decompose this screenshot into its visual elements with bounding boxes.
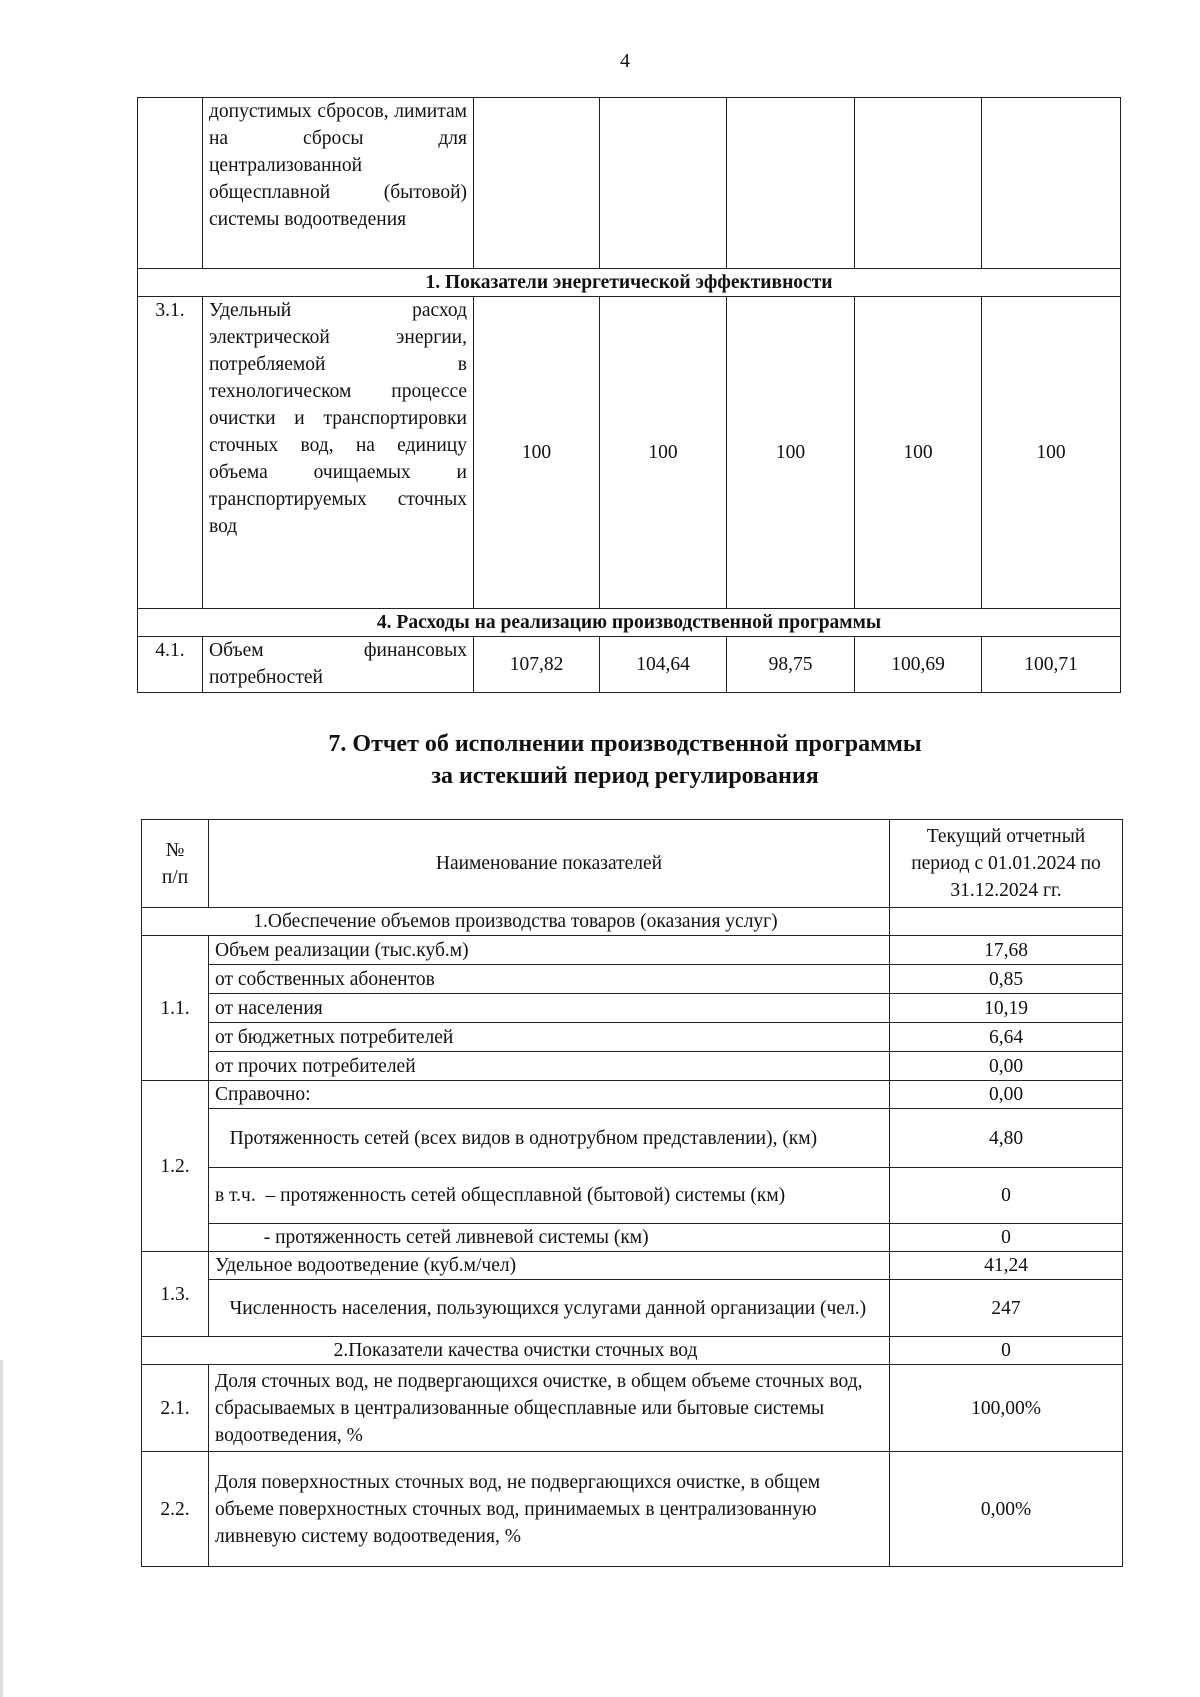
row-number	[138, 98, 203, 269]
value-cell: 0,00	[890, 1081, 1123, 1109]
value-cell	[982, 98, 1121, 269]
indicator-name: Численность населения, пользующихся услугами данной организации (чел.)	[209, 1280, 890, 1337]
header-period: Текущий отчетный период с 01.01.2024 по 31.12.2024 гг.	[890, 820, 1123, 908]
value-cell: 6,64	[890, 1023, 1123, 1052]
row-number: 3.1.	[138, 297, 203, 609]
section-row	[142, 1337, 1123, 1365]
value-cell	[474, 98, 600, 269]
section-title: 2.Показатели качества очистки сточных вод	[142, 1337, 890, 1365]
table-row	[138, 297, 1121, 609]
table-row	[142, 1052, 1123, 1081]
value-cell: 41,24	[890, 1252, 1123, 1280]
page-number: 4	[620, 50, 630, 72]
indicator-name: от бюджетных потребителей	[209, 1023, 890, 1052]
indicator-name: от прочих потребителей	[209, 1052, 890, 1081]
header-number: № п/п	[142, 820, 209, 908]
value-cell: 0,00%	[890, 1452, 1123, 1567]
value-cell	[727, 98, 855, 269]
report-title-line: 7. Отчет об исполнении производственной программы	[328, 731, 922, 757]
value-cell: 100	[982, 297, 1121, 609]
table-row	[142, 1109, 1123, 1168]
table-row	[142, 1168, 1123, 1224]
table-row	[138, 637, 1121, 693]
row-number: 4.1.	[138, 637, 203, 693]
scan-edge	[0, 1360, 3, 1697]
section-title: 1.Обеспечение объемов производства товаров (оказания услуг)	[142, 908, 890, 936]
value-cell: 100	[600, 297, 727, 609]
report-title-line: за истекший период регулирования	[431, 763, 819, 789]
indicator-name: Объем финансовых потребностей	[203, 637, 474, 693]
indicator-name: допустимых сбросов, лимитам на сбросы для централизованной общесплавной (бытовой) системы водоотведения	[203, 98, 474, 269]
indicator-name: Удельное водоотведение (куб.м/чел)	[209, 1252, 890, 1280]
section-row	[138, 269, 1121, 297]
value-cell: 100	[727, 297, 855, 609]
indicator-name: Справочно:	[209, 1081, 890, 1109]
value-cell: 98,75	[727, 637, 855, 693]
value-cell: 0,85	[890, 965, 1123, 994]
value-cell: 4,80	[890, 1109, 1123, 1168]
table-row	[138, 98, 1121, 269]
section-row	[142, 908, 1123, 936]
header-row	[142, 820, 1123, 908]
production-program-table-continued	[137, 97, 1121, 693]
indicator-name: от собственных абонентов	[209, 965, 890, 994]
value-cell: 100,00%	[890, 1365, 1123, 1452]
row-number: 1.1.	[142, 936, 209, 1081]
value-cell: 107,82	[474, 637, 600, 693]
table-row	[142, 1365, 1123, 1452]
value-cell: 247	[890, 1280, 1123, 1337]
table-row	[142, 1452, 1123, 1567]
section-title: 4. Расходы на реализацию производственной программы	[138, 609, 1121, 637]
indicator-name: Доля сточных вод, не подвергающихся очистке, в общем объеме сточных вод, сбрасываемых в централизованные общесплавные или бытовые системы водоотведения, %	[209, 1365, 890, 1452]
table-row	[142, 936, 1123, 965]
indicator-name: Удельный расход электрической энергии, потребляемой в технологическом процессе очистки и транспортировки сточных вод, на единицу объема очищаемых и транспортируемых сточных вод	[203, 297, 474, 609]
header-name: Наименование показателей	[209, 820, 890, 908]
value-cell: 10,19	[890, 994, 1123, 1023]
value-cell	[890, 908, 1123, 936]
indicator-name: в т.ч. – протяженность сетей общесплавной (бытовой) системы (км)	[209, 1168, 890, 1224]
report-table	[141, 819, 1123, 1567]
table-row	[142, 1081, 1123, 1109]
table-row	[142, 994, 1123, 1023]
value-cell: 100	[474, 297, 600, 609]
table-row	[142, 1224, 1123, 1252]
indicator-name: - протяженность сетей ливневой системы (км)	[209, 1224, 890, 1252]
row-number: 1.3.	[142, 1252, 209, 1337]
row-number: 1.2.	[142, 1081, 209, 1252]
row-number: 2.2.	[142, 1452, 209, 1567]
value-cell: 104,64	[600, 637, 727, 693]
report-title	[0, 728, 1200, 792]
value-cell: 0	[890, 1337, 1123, 1365]
value-cell: 17,68	[890, 936, 1123, 965]
row-number: 2.1.	[142, 1365, 209, 1452]
value-cell	[855, 98, 982, 269]
value-cell: 0	[890, 1168, 1123, 1224]
indicator-name: Протяженность сетей (всех видов в однотрубном представлении), (км)	[209, 1109, 890, 1168]
value-cell: 0	[890, 1224, 1123, 1252]
indicator-name: Доля поверхностных сточных вод, не подвергающихся очистке, в общем объеме поверхностных сточных вод, принимаемых в централизованную ливневую систему водоотведения, %	[209, 1452, 890, 1567]
value-cell	[600, 98, 727, 269]
section-title: 1. Показатели энергетической эффективности	[138, 269, 1121, 297]
indicator-name: Объем реализации (тыс.куб.м)	[209, 936, 890, 965]
indicator-name: от населения	[209, 994, 890, 1023]
value-cell: 0,00	[890, 1052, 1123, 1081]
value-cell: 100,69	[855, 637, 982, 693]
section-row	[138, 609, 1121, 637]
value-cell: 100,71	[982, 637, 1121, 693]
table-row	[142, 965, 1123, 994]
table-row	[142, 1252, 1123, 1280]
value-cell: 100	[855, 297, 982, 609]
table-row	[142, 1023, 1123, 1052]
table-row	[142, 1280, 1123, 1337]
